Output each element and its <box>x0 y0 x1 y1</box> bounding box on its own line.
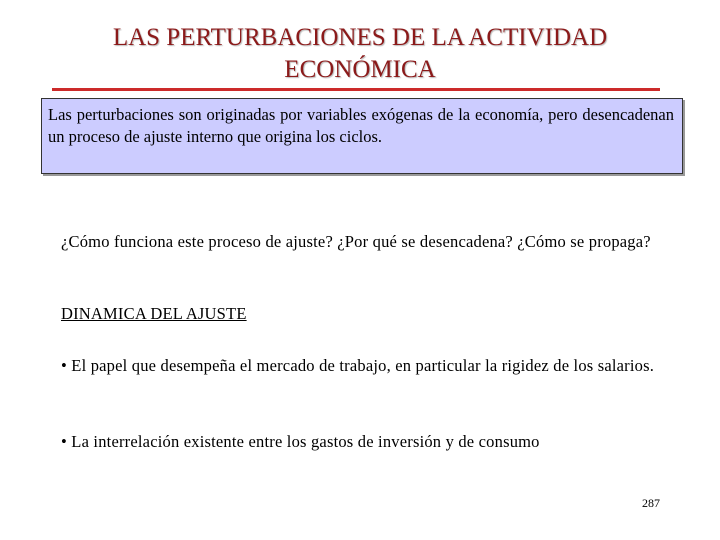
bullet-item-investment-consumption: • La interrelación existente entre los gastos de inversión y de consumo <box>61 432 540 451</box>
guiding-questions: ¿Cómo funciona este proceso de ajuste? ¿Por qué se desencadena? ¿Cómo se propaga? <box>61 232 651 251</box>
slide-title-line-2: ECONÓMICA <box>284 56 436 83</box>
intro-text-box <box>41 98 683 174</box>
intro-text: Las perturbaciones son originadas por variables exógenas de la economía, pero desencadenan un proceso de ajuste interno que origina los ciclos. <box>48 105 674 146</box>
slide-title-line-1: LAS PERTURBACIONES DE LA ACTIVIDAD <box>112 24 608 51</box>
section-heading: DINAMICA DEL AJUSTE <box>61 304 247 323</box>
bullet-item-labor-market: • El papel que desempeña el mercado de trabajo, en particular la rigidez de los salarios. <box>61 356 655 375</box>
slide-title <box>0 22 720 86</box>
page-number: 287 <box>642 496 660 510</box>
title-underline-rule <box>52 88 660 91</box>
